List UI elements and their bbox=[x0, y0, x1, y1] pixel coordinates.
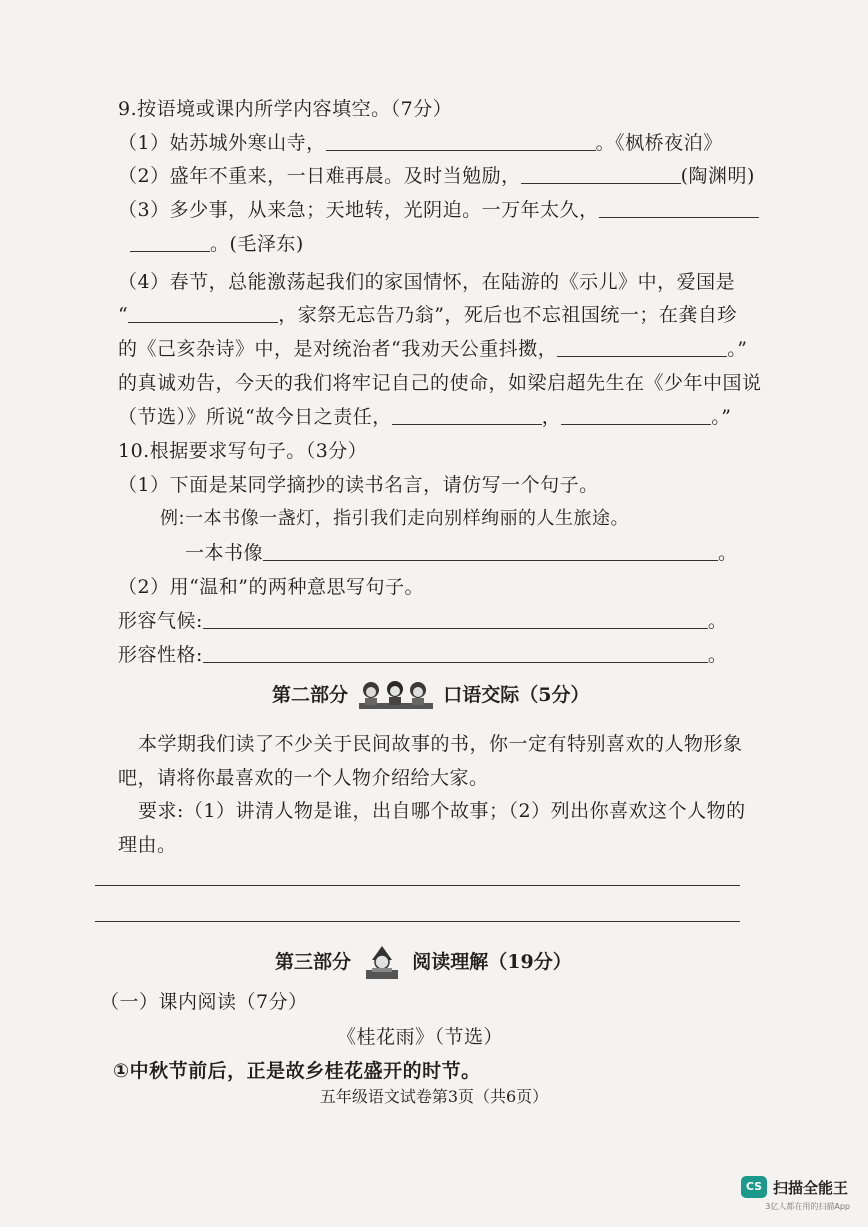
scanner-tagline: 3亿人都在用的扫描App bbox=[765, 1202, 850, 1211]
q9-title: 9.按语境或课内所学内容填空。（7分） bbox=[118, 98, 453, 120]
q9-item4-line3: 的《己亥杂诗》中，是对统治者“我劝天公重抖擞， 。” bbox=[118, 338, 748, 360]
part2-para1-line1: 本学期我们读了不少关于民间故事的书，你一定有特别喜欢的人物形象 bbox=[138, 733, 743, 755]
q10-blank-1[interactable] bbox=[263, 540, 718, 561]
q10-item1: （1）下面是某同学摘抄的读书名言，请仿写一个句子。 bbox=[118, 474, 599, 496]
answer-line-1[interactable] bbox=[95, 885, 740, 886]
q10-personality: 形容性格: 。 bbox=[118, 644, 728, 666]
child-reading-icon bbox=[358, 944, 406, 982]
q10-fill: 一本书像 。 bbox=[185, 542, 738, 564]
q9-blank-2[interactable] bbox=[521, 163, 681, 184]
page-footer: 五年级语文试卷第3页（共6页） bbox=[319, 1087, 549, 1106]
part3-title: 第三部分 阅读理解（19分） bbox=[275, 944, 572, 982]
camscanner-logo-icon: CS bbox=[741, 1176, 767, 1198]
q9-item4-line2: “ ，家祭无忘告乃翁”，死后也不忘祖国统一；在龚自珍 bbox=[118, 304, 737, 326]
q9-blank-3b[interactable] bbox=[130, 231, 210, 252]
answer-line-2[interactable] bbox=[95, 921, 740, 922]
q9-item4-line4: 的真诚劝告，今天的我们将牢记自己的使命，如梁启超先生在《少年中国说 bbox=[118, 372, 762, 394]
q9-blank-4b[interactable] bbox=[557, 336, 727, 357]
q9-item4-line1: （4）春节，总能激荡起我们的家国情怀，在陆游的《示儿》中，爱国是 bbox=[118, 271, 736, 293]
scanner-badge bbox=[741, 1176, 848, 1198]
part2-title: 第二部分 口语交际（5分） bbox=[272, 679, 590, 713]
q10-blank-personality[interactable] bbox=[203, 642, 708, 663]
q10-item2: （2）用“温和”的两种意思写句子。 bbox=[118, 576, 425, 598]
part2-req-line2: 理由。 bbox=[118, 834, 177, 856]
passage-para1: ①中秋节前后，正是故乡桂花盛开的时节。 bbox=[113, 1060, 481, 1082]
q10-climate: 形容气候: 。 bbox=[118, 610, 728, 632]
q9-blank-4d[interactable] bbox=[561, 404, 711, 425]
q9-blank-4c[interactable] bbox=[392, 404, 542, 425]
q9-item4-line5: （节选）》所说“故今日之责任， ， 。” bbox=[118, 406, 732, 428]
q9-blank-4a[interactable] bbox=[128, 302, 278, 323]
q9-blank-1[interactable] bbox=[326, 130, 596, 151]
q10-title: 10.根据要求写句子。（3分） bbox=[118, 440, 368, 462]
part3-sub1: （一）课内阅读（7分） bbox=[100, 991, 308, 1013]
q9-item2: （2）盛年不重来，一日难再晨。及时当勉励， (陶渊明) bbox=[118, 165, 755, 187]
scanner-app-name: 扫描全能王 bbox=[772, 1178, 848, 1197]
passage-title: 《桂花雨》（节选） bbox=[337, 1026, 504, 1048]
q9-item1: （1）姑苏城外寒山寺， 。《枫桥夜泊》 bbox=[118, 132, 723, 154]
q9-item3-cont: 。(毛泽东) bbox=[130, 230, 304, 258]
part2-para1-line2: 吧，请将你最喜欢的一个人物介绍给大家。 bbox=[118, 767, 489, 789]
q9-blank-3a[interactable] bbox=[599, 197, 759, 218]
children-talking-icon bbox=[355, 679, 437, 713]
q9-item3: （3）多少事，从来急；天地转，光阴迫。一万年太久， bbox=[118, 196, 759, 224]
q10-example: 例:一本书像一盏灯，指引我们走向别样绚丽的人生旅途。 bbox=[160, 508, 630, 529]
q10-blank-climate[interactable] bbox=[203, 608, 708, 629]
part2-req-line1: 要求:（1）讲清人物是谁，出自哪个故事；（2）列出你喜欢这个人物的 bbox=[138, 800, 746, 822]
